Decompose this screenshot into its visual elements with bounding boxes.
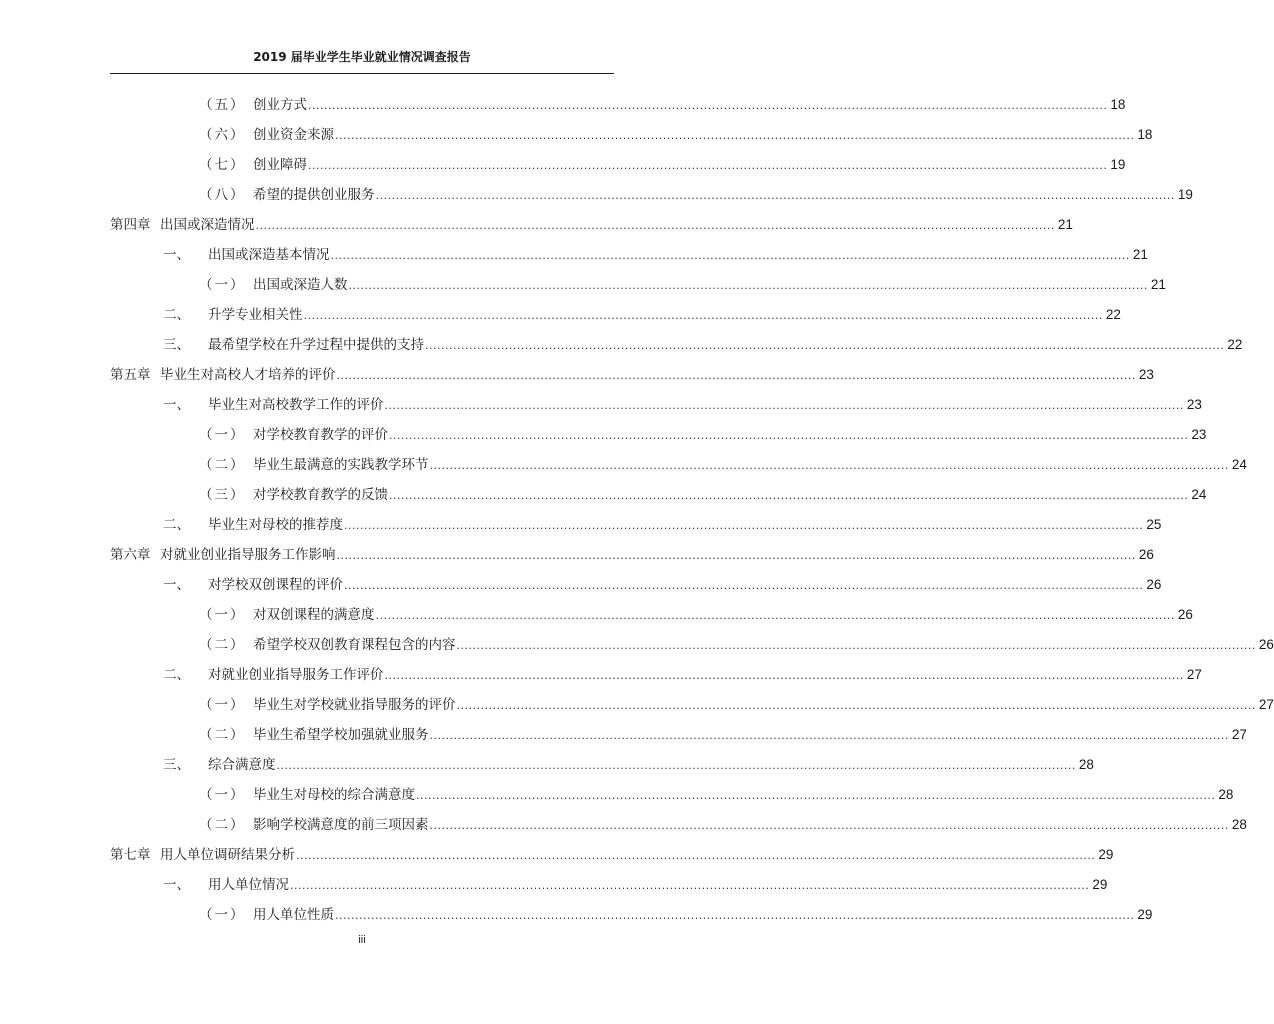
toc-entry[interactable] — [0, 778, 1234, 808]
toc-entry[interactable] — [0, 208, 1073, 238]
toc-entry-title: 用人单位性质 — [253, 907, 334, 923]
toc-dot-leader: ........................................................................................................................................................................................................ — [303, 309, 1103, 322]
toc-entry-number: （三） — [199, 487, 246, 503]
toc-entry-title: 综合满意度 — [208, 757, 276, 773]
toc-dot-leader: ........................................................................................................................................................................................................ — [429, 459, 1229, 472]
toc-entry-title: 创业资金来源 — [253, 127, 334, 143]
toc-entry-page: 23 — [1138, 367, 1154, 382]
toc-dot-leader: ........................................................................................................................................................................................................ — [344, 579, 1144, 592]
toc-entry-title: 影响学校满意度的前三项因素 — [253, 817, 429, 833]
toc-dot-leader: ........................................................................................................................................................................................................ — [456, 699, 1256, 712]
toc-entry-page: 24 — [1191, 487, 1207, 502]
toc-entry-page: 21 — [1057, 217, 1073, 232]
toc-entry[interactable] — [0, 628, 1274, 658]
toc-entry[interactable] — [0, 178, 1193, 208]
toc-dot-leader: ........................................................................................................................................................................................................ — [276, 759, 1076, 772]
toc-entry-page: 19 — [1177, 187, 1193, 202]
toc-dot-leader: ........................................................................................................................................................................................................ — [335, 129, 1135, 142]
toc-entry-page: 27 — [1186, 667, 1202, 682]
toc-entry-number: 一、 — [163, 247, 190, 263]
toc-dot-leader: ........................................................................................................................................................................................................ — [290, 879, 1090, 892]
toc-entry-number: 二、 — [163, 667, 190, 683]
toc-entry[interactable] — [0, 538, 1154, 568]
toc-entry-number: （一） — [199, 277, 246, 293]
toc-entry-number: 三、 — [163, 757, 190, 773]
page-number: iii — [358, 934, 366, 946]
toc-dot-leader: ........................................................................................................................................................................................................ — [429, 819, 1229, 832]
toc-dot-leader: ........................................................................................................................................................................................................ — [255, 219, 1055, 232]
toc-entry[interactable] — [0, 508, 1162, 538]
toc-entry-number: 一、 — [163, 397, 190, 413]
toc-entry-title: 毕业生对母校的综合满意度 — [253, 787, 415, 803]
toc-entry-number: 第五章 — [110, 367, 151, 383]
toc-entry-number: 一、 — [163, 577, 190, 593]
toc-entry[interactable] — [0, 868, 1108, 898]
toc-entry-page: 25 — [1146, 517, 1162, 532]
toc-entry-page: 18 — [1110, 97, 1126, 112]
toc-entry-number: （二） — [199, 727, 246, 743]
toc-entry-page: 29 — [1092, 877, 1108, 892]
toc-dot-leader: ........................................................................................................................................................................................................ — [296, 849, 1096, 862]
toc-entry[interactable] — [0, 718, 1247, 748]
toc-entry-title: 用人单位情况 — [208, 877, 289, 893]
toc-entry-title: 对学校教育教学的评价 — [253, 427, 388, 443]
toc-dot-leader: ........................................................................................................................................................................................................ — [429, 729, 1229, 742]
toc-entry-title: 用人单位调研结果分析 — [160, 847, 295, 863]
toc-entry-page: 21 — [1132, 247, 1148, 262]
toc-entry-title: 出国或深造人数 — [253, 277, 348, 293]
toc-entry-number: 第七章 — [110, 847, 151, 863]
toc-dot-leader: ........................................................................................................................................................................................................ — [336, 369, 1136, 382]
toc-entry-title: 毕业生希望学校加强就业服务 — [253, 727, 429, 743]
toc-entry-number: 第四章 — [110, 217, 151, 233]
toc-dot-leader: ........................................................................................................................................................................................................ — [308, 99, 1108, 112]
toc-entry-page: 19 — [1110, 157, 1126, 172]
toc-entry[interactable] — [0, 388, 1202, 418]
toc-dot-leader: ........................................................................................................................................................................................................ — [330, 249, 1130, 262]
toc-entry-title: 出国或深造基本情况 — [208, 247, 330, 263]
toc-dot-leader: ........................................................................................................................................................................................................ — [425, 339, 1225, 352]
header-rule — [110, 73, 614, 74]
toc-entry-title: 最希望学校在升学过程中提供的支持 — [208, 337, 424, 353]
toc-dot-leader: ........................................................................................................................................................................................................ — [335, 909, 1135, 922]
toc-entry-number: 二、 — [163, 517, 190, 533]
toc-entry-number: （二） — [199, 817, 246, 833]
toc-dot-leader: ........................................................................................................................................................................................................ — [416, 789, 1216, 802]
toc-entry-page: 29 — [1137, 907, 1153, 922]
toc-entry-number: （一） — [199, 787, 246, 803]
toc-entry-title: 出国或深造情况 — [160, 217, 255, 233]
toc-entry[interactable] — [0, 148, 1126, 178]
toc-entry-number: （六） — [199, 127, 246, 143]
toc-entry[interactable] — [0, 238, 1148, 268]
toc-entry-number: （五） — [199, 97, 246, 113]
toc-entry-number: （二） — [199, 457, 246, 473]
toc-entry-number: 二、 — [163, 307, 190, 323]
toc-entry-page: 26 — [1258, 637, 1274, 652]
toc-entry-number: （一） — [199, 427, 246, 443]
toc-dot-leader: ........................................................................................................................................................................................................ — [344, 519, 1144, 532]
toc-dot-leader: ........................................................................................................................................................................................................ — [348, 279, 1148, 292]
toc-entry-title: 创业障碍 — [253, 157, 307, 173]
toc-entry-title: 毕业生对学校就业指导服务的评价 — [253, 697, 456, 713]
toc-entry-title: 对学校教育教学的反馈 — [253, 487, 388, 503]
toc-entry-page: 29 — [1098, 847, 1114, 862]
toc-entry-page: 22 — [1105, 307, 1121, 322]
toc-entry-title: 毕业生最满意的实践教学环节 — [253, 457, 429, 473]
toc-entry[interactable] — [0, 898, 1153, 928]
toc-entry-title: 对就业创业指导服务工作影响 — [160, 547, 336, 563]
toc-entry-title: 创业方式 — [253, 97, 307, 113]
toc-entry-page: 23 — [1191, 427, 1207, 442]
toc-entry-page: 18 — [1137, 127, 1153, 142]
toc-entry-number: 第六章 — [110, 547, 151, 563]
toc-entry-title: 对就业创业指导服务工作评价 — [208, 667, 384, 683]
toc-entry-number: （一） — [199, 697, 246, 713]
toc-entry-title: 对学校双创课程的评价 — [208, 577, 343, 593]
toc-dot-leader: ........................................................................................................................................................................................................ — [375, 189, 1175, 202]
toc-entry-page: 21 — [1150, 277, 1166, 292]
toc-entry[interactable] — [0, 658, 1202, 688]
toc-entry[interactable] — [0, 568, 1162, 598]
toc-entry-page: 28 — [1218, 787, 1234, 802]
toc-entry-number: （七） — [199, 157, 246, 173]
toc-entry-title: 对双创课程的满意度 — [253, 607, 375, 623]
toc-dot-leader: ........................................................................................................................................................................................................ — [336, 549, 1136, 562]
toc-entry-title: 毕业生对高校教学工作的评价 — [208, 397, 384, 413]
toc-entry-number: （二） — [199, 637, 246, 653]
toc-entry-page: 26 — [1146, 577, 1162, 592]
toc-entry[interactable] — [0, 88, 1126, 118]
toc-entry[interactable] — [0, 328, 1243, 358]
toc-entry-page: 28 — [1078, 757, 1094, 772]
toc-entry-title: 希望学校双创教育课程包含的内容 — [253, 637, 456, 653]
toc-entry-number: （一） — [199, 907, 246, 923]
toc-entry-page: 22 — [1227, 337, 1243, 352]
toc-entry-page: 27 — [1231, 727, 1247, 742]
toc-entry[interactable] — [0, 418, 1207, 448]
toc-entry[interactable] — [0, 838, 1114, 868]
toc-entry-number: 一、 — [163, 877, 190, 893]
toc-entry[interactable] — [0, 268, 1166, 298]
toc-entry[interactable] — [0, 808, 1247, 838]
toc-dot-leader: ........................................................................................................................................................................................................ — [308, 159, 1108, 172]
toc-entry-page: 23 — [1186, 397, 1202, 412]
toc-entry[interactable] — [0, 688, 1274, 718]
toc-entry-page: 26 — [1177, 607, 1193, 622]
toc-entry[interactable] — [0, 118, 1153, 148]
toc-entry-number: 三、 — [163, 337, 190, 353]
toc-entry-page: 28 — [1231, 817, 1247, 832]
toc-entry-page: 26 — [1138, 547, 1154, 562]
toc-entry-title: 毕业生对母校的推荐度 — [208, 517, 343, 533]
toc-entry[interactable] — [0, 298, 1121, 328]
page-header-title: 2019 届毕业学生毕业就业情况调查报告 — [253, 50, 471, 64]
toc-dot-leader: ........................................................................................................................................................................................................ — [389, 429, 1189, 442]
toc-entry-title: 毕业生对高校人才培养的评价 — [160, 367, 336, 383]
toc-entry-page: 24 — [1231, 457, 1247, 472]
toc-entry[interactable] — [0, 358, 1154, 388]
toc-entry-title: 希望的提供创业服务 — [253, 187, 375, 203]
toc-dot-leader: ........................................................................................................................................................................................................ — [389, 489, 1189, 502]
toc-dot-leader: ........................................................................................................................................................................................................ — [384, 669, 1184, 682]
toc-entry[interactable] — [0, 598, 1193, 628]
toc-entry-number: （一） — [199, 607, 246, 623]
toc-dot-leader: ........................................................................................................................................................................................................ — [384, 399, 1184, 412]
toc-entry-title: 升学专业相关性 — [208, 307, 303, 323]
toc-entry[interactable] — [0, 748, 1094, 778]
toc-entry[interactable] — [0, 448, 1247, 478]
toc-entry-number: （八） — [199, 187, 246, 203]
toc-dot-leader: ........................................................................................................................................................................................................ — [456, 639, 1256, 652]
toc-entry[interactable] — [0, 478, 1207, 508]
toc-dot-leader: ........................................................................................................................................................................................................ — [375, 609, 1175, 622]
toc-entry-page: 27 — [1258, 697, 1274, 712]
